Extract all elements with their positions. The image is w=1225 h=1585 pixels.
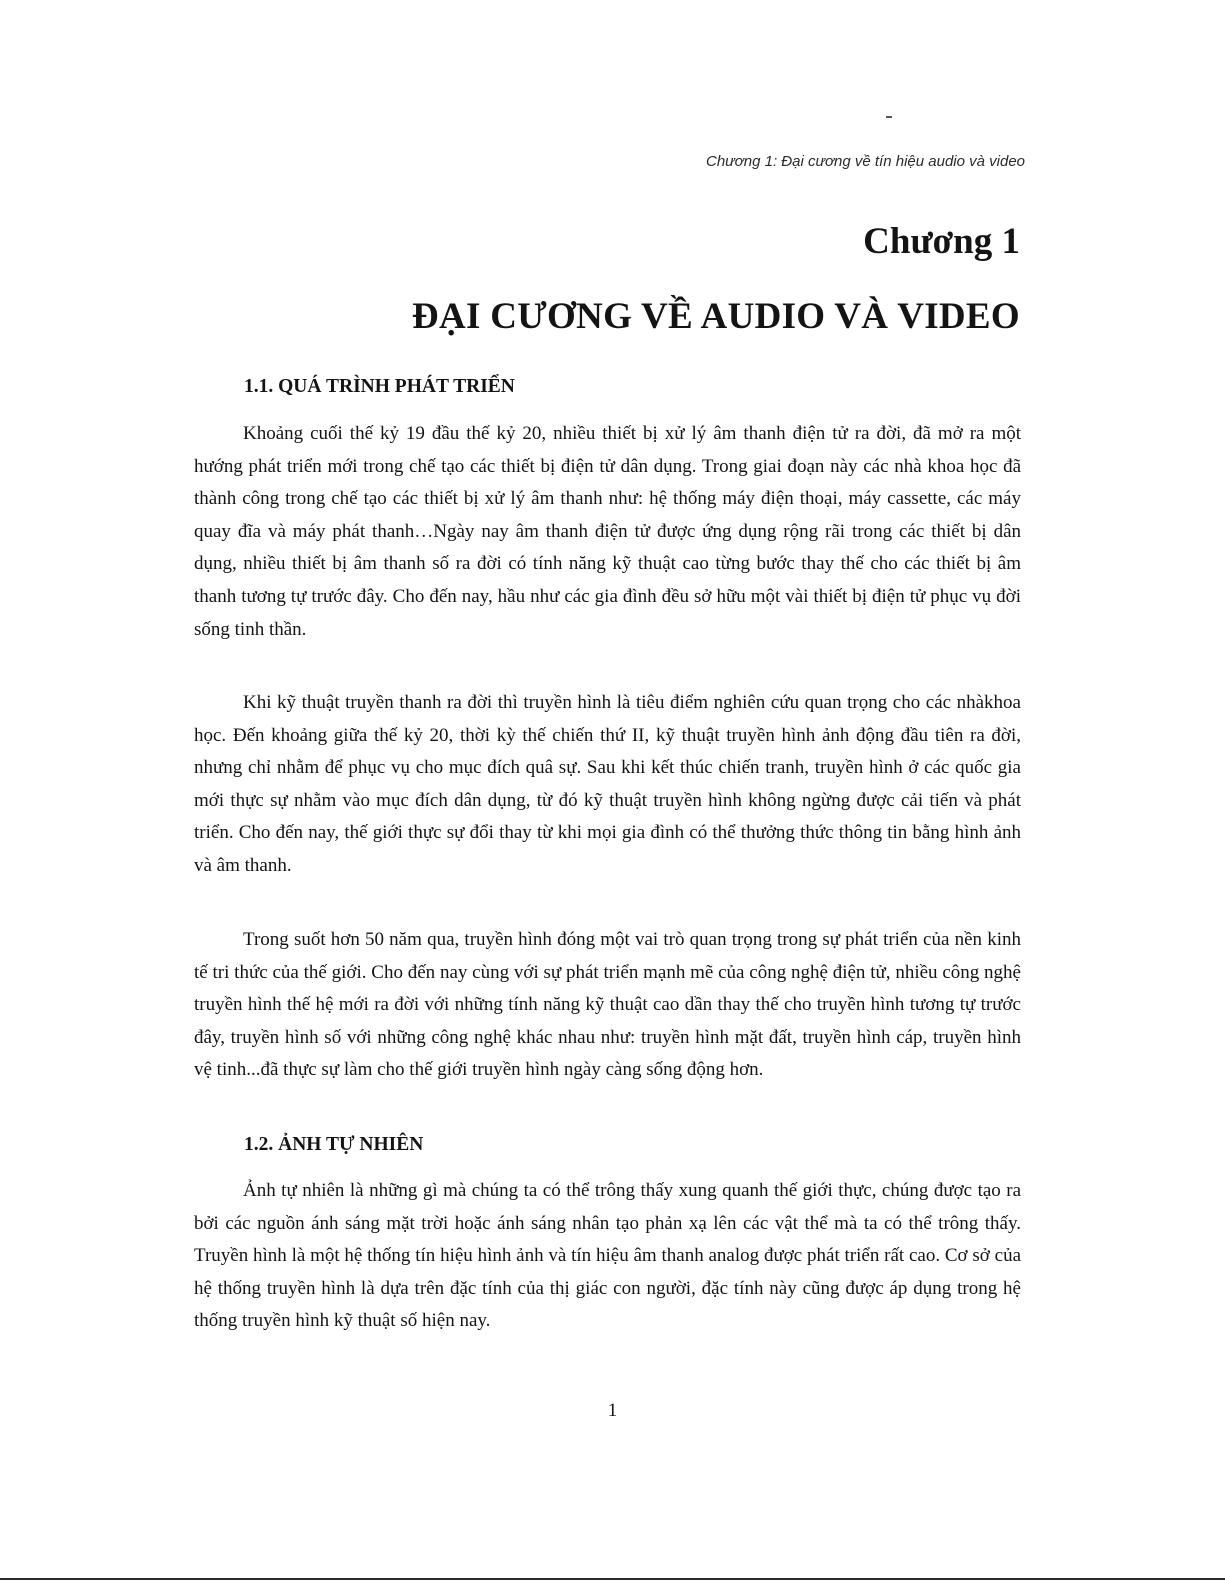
chapter-title: ĐẠI CƯƠNG VỀ AUDIO VÀ VIDEO (411, 296, 1020, 337)
running-header: Chương 1: Đại cương về tín hiệu audio và video (706, 153, 1025, 170)
scan-edge-line (0, 1578, 1225, 1580)
section-heading-1-2: 1.2. ẢNH TỰ NHIÊN (244, 1134, 424, 1155)
paragraph: Ảnh tự nhiên là những gì mà chúng ta có thể trông thấy xung quanh thế giới thực, chúng được tạo ra bởi các nguồn ánh sáng mặt trời hoặc ánh sáng nhân tạo phản xạ lên các vật thể mà ta có thể trông thấy. Truyền hình là một hệ thống tín hiệu hình ảnh và tín hiệu âm thanh analog được phát triển rất cao. Cơ sở của hệ thống truyền hình là dựa trên đặc tính của thị giác con người, đặc tính này cũng được áp dụng trong hệ thống truyền hình kỹ thuật số hiện nay. (194, 1180, 1021, 1332)
section-heading-1-1: 1.1. QUÁ TRÌNH PHÁT TRIỂN (244, 376, 515, 397)
paragraph: Khi kỹ thuật truyền thanh ra đời thì truyền hình là tiêu điểm nghiên cứu quan trọng cho các nhàkhoa học. Đến khoảng giữa thế kỷ 20, thời kỳ thế chiến thứ II, kỹ thuật truyền hình ảnh động đầu tiên ra đời, nhưng chỉ nhằm để phục vụ cho mục đích quâ sự. Sau khi kết thúc chiến tranh, truyền hình ở các quốc gia mới thực sự nhằm vào mục đích dân dụng, từ đó kỹ thuật truyền hình không ngừng được cải tiến và phát triển. Cho đến nay, thế giới thực sự đổi thay từ khi mọi gia đình có thể thưởng thức thông tin bằng hình ảnh và âm thanh. (194, 692, 1021, 876)
chapter-label: Chương 1 (863, 221, 1020, 262)
paragraph: Trong suốt hơn 50 năm qua, truyền hình đóng một vai trò quan trọng trong sự phát triển của nền kinh tế tri thức của thế giới. Cho đến nay cùng với sự phát triển mạnh mẽ của công nghệ điện tử, nhiều công nghệ truyền hình thế hệ mới ra đời với những tính năng kỹ thuật cao dần thay thế cho truyền hình tương tự trước đây, truyền hình số với những công nghệ khác nhau như: truyền hình mặt đất, truyền hình cáp, truyền hình vệ tinh...đã thực sự làm cho thế giới truyền hình ngày càng sống động hơn. (194, 929, 1021, 1081)
scan-speck (886, 116, 892, 118)
page-number: 1 (607, 1400, 618, 1421)
paragraph: Khoảng cuối thế kỷ 19 đầu thế kỷ 20, nhiều thiết bị xử lý âm thanh điện tử ra đời, đã mở ra một hướng phát triển mới trong chế tạo các thiết bị điện tử dân dụng. Trong giai đoạn này các nhà khoa học đã thành công trong chế tạo các thiết bị xử lý âm thanh như: hệ thống máy điện thoại, máy cassette, các máy quay đĩa và máy phát thanh…Ngày nay âm thanh điện tử được ứng dụng rộng rãi trong các thiết bị dân dụng, nhiều thiết bị âm thanh số ra đời có tính năng kỹ thuật cao từng bước thay thế cho các thiết bị âm thanh tương tự trước đây. Cho đến nay, hầu như các gia đình đều sở hữu một vài thiết bị điện tử phục vụ đời sống tinh thần. (194, 423, 1021, 640)
